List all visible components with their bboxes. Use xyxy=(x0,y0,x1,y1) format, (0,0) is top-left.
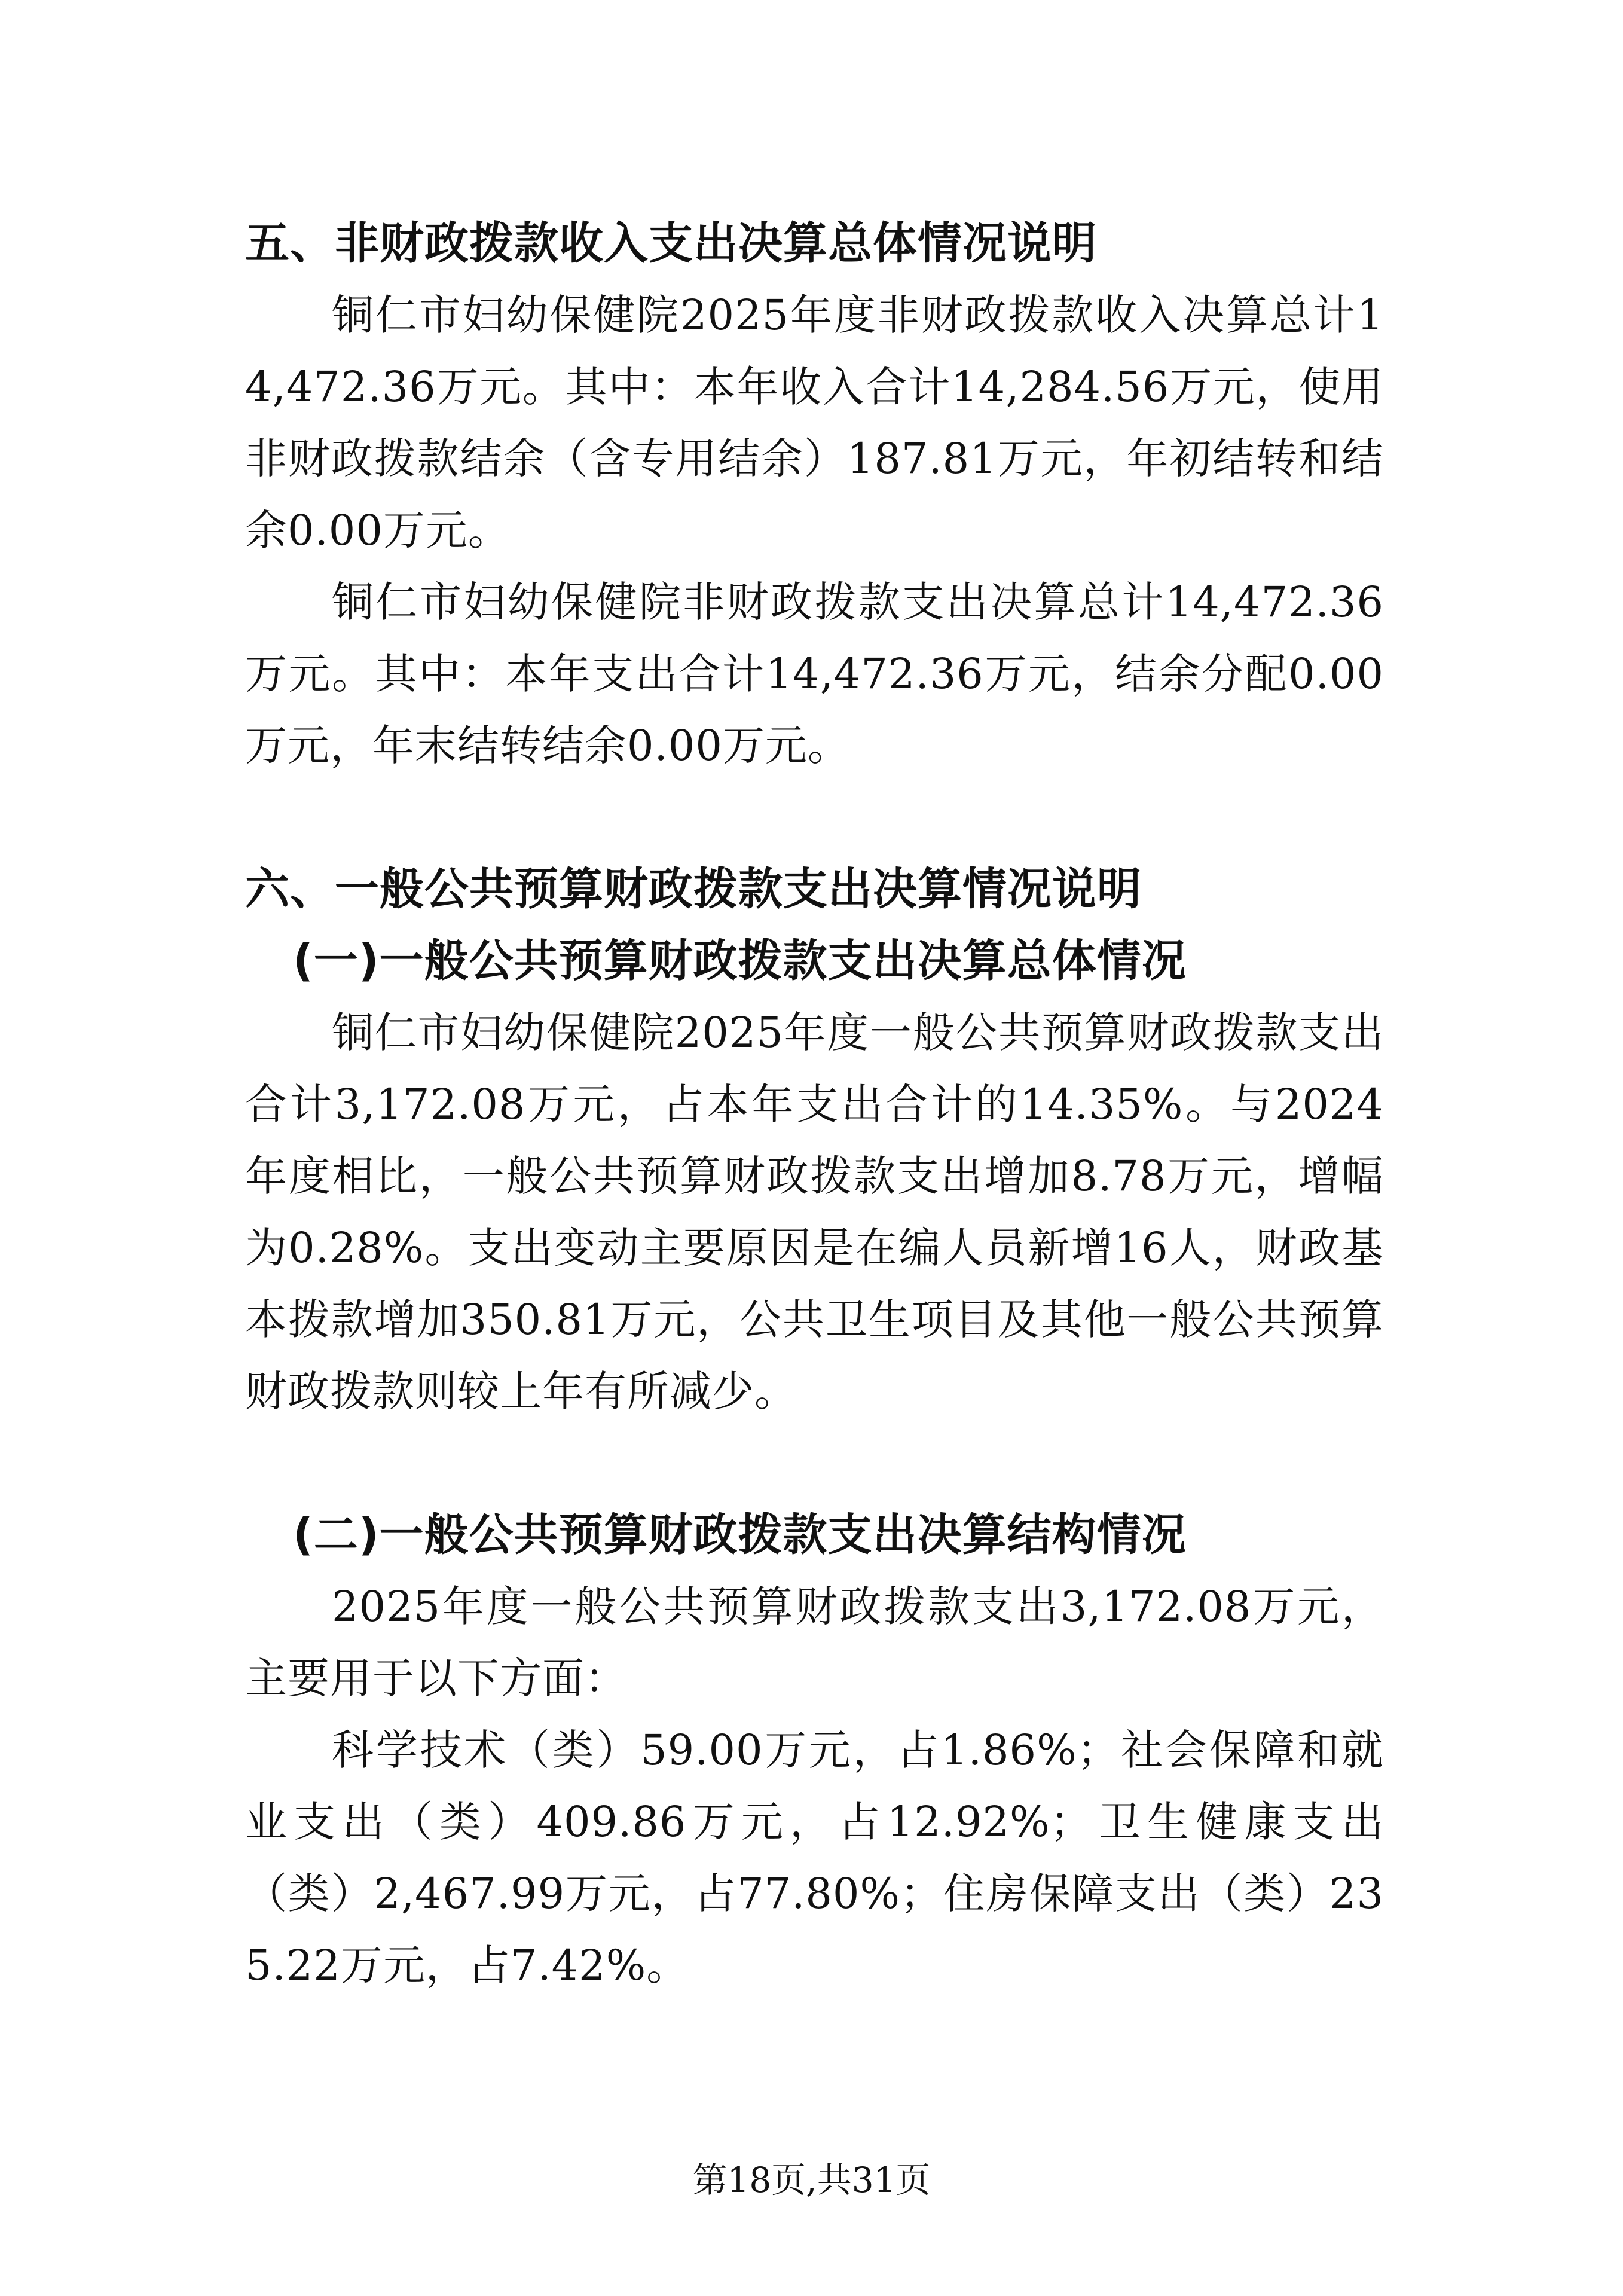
section-six xyxy=(245,853,1384,1427)
section-six-structure xyxy=(245,1499,1384,2001)
section-six-sub-two-heading: (二)一般公共预算财政拨款支出决算结构情况 xyxy=(293,1509,1187,1561)
page-number-footer: 第18页,共31页 xyxy=(692,2160,931,2200)
section-six-sub-one-paragraph: 铜仁市妇幼保健院2025年度一般公共预算财政拨款支出合计3,172.08万元，占本年支出合计的14.35%。与2024年度相比，一般公共预算财政拨款支出增加8.78万元，增幅为0.28%。支出变动主要原因是在编人员新增16人，财政基本拨款增加350.81万元，公共卫生项目及其他一般公共预算财政拨款则较上年有所减少。 xyxy=(245,1008,1384,1416)
section-six-sub-one-heading: (一)一般公共预算财政拨款支出决算总体情况 xyxy=(293,935,1187,987)
section-five-income-paragraph: 铜仁市妇幼保健院2025年度非财政拨款收入决算总计14,472.36万元。其中：本年收入合计14,284.56万元，使用非财政拨款结余（含专用结余）187.81万元，年初结转和结余0.00万元。 xyxy=(245,291,1384,555)
section-six-heading: 六、一般公共预算财政拨款支出决算情况说明 xyxy=(245,863,1142,915)
section-six-sub-two-breakdown: 科学技术（类）59.00万元，占1.86%；社会保障和就业支出（类）409.86万元，占12.92%；卫生健康支出（类）2,467.99万元，占77.80%；住房保障支出（类）235.22万元，占7.42%。 xyxy=(245,1726,1384,1990)
section-five-expenditure-paragraph: 铜仁市妇幼保健院非财政拨款支出决算总计14,472.36万元。其中：本年支出合计14,472.36万元，结余分配0.00万元，年末结转结余0.00万元。 xyxy=(245,578,1384,770)
section-five-heading: 五、非财政拨款收入支出决算总体情况说明 xyxy=(245,218,1097,269)
section-five xyxy=(245,207,1384,781)
section-six-sub-two-intro: 2025年度一般公共预算财政拨款支出3,172.08万元，主要用于以下方面： xyxy=(245,1582,1384,1703)
